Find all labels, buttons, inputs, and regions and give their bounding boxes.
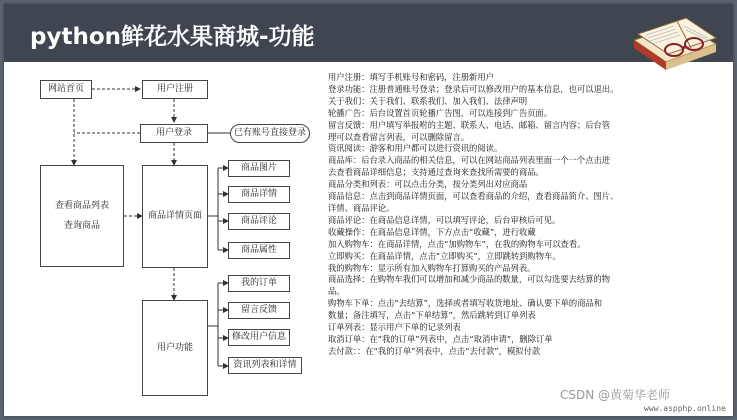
description-line: 登录功能：注册普通账号登录；登录后可以修改用户的基本信息，也可以退出。 — [328, 83, 619, 94]
node-detail-page: 商品详情页面 — [142, 165, 208, 268]
slide — [4, 4, 733, 416]
description-line: 我的购物车：显示所有加入购物车打算购买的产品列表。 — [328, 262, 536, 273]
description-line: 购物车下单：点击“去结算”，选择或者填写收货地址、确认要下单的商品和 — [328, 298, 603, 309]
node-register: 用户注册 — [142, 80, 208, 99]
description-line: 去查看商品详细信息；支持通过查询来查找所需要的商品。 — [328, 167, 544, 178]
description-line: 轮播广告：后台设置首页轮播广告图，可以连接到广告页面。 — [328, 107, 553, 118]
description-line: 商品库：后台录入商品的相关信息，可以在网站商品列表里面一个一个点击进 — [328, 155, 611, 166]
description-line: 订单列表：显示用户下单的记录列表 — [328, 322, 461, 333]
node-has-account: 已有账号直接登录 — [230, 124, 310, 143]
node-login: 用户登录 — [140, 124, 208, 143]
node-messages: 留言反馈 — [228, 302, 290, 319]
node-news: 资讯列表和详情 — [228, 357, 302, 374]
node-img: 商品图片 — [228, 160, 290, 177]
description-line: 取消订单：在“我的订单”列表中，点击“取消申请”，删除订单 — [328, 333, 553, 344]
csdn-watermark: CSDN @黄菊华老师 — [560, 388, 671, 402]
description-line: 加入购物车：在商品详情，点击“加购物车”，在我的购物车可以查看。 — [328, 238, 586, 249]
node-browse-line2: 查询商品 — [63, 221, 100, 231]
description-line: 商品分类和列表：可以点击分类，按分类列出对应商品 — [328, 179, 528, 190]
node-browse — [40, 165, 124, 267]
description-line: 理可以查看留言列表，可以删除留言。 — [328, 131, 470, 142]
node-attr: 商品属性 — [228, 242, 290, 259]
description-line: 数量；备注填写，点击“下单结算”，然后跳转到订单列表 — [328, 310, 536, 321]
node-home: 网站首页 — [40, 80, 92, 99]
description-line: 立即购买：在商品详情，点击“立即购买”，立即跳转到购物车。 — [328, 250, 561, 261]
description-line: 商品信息：点击到商品详情页面，可以查看商品的介绍，查看商品简介、图片、 — [328, 191, 619, 202]
node-user-func: 用户功能 — [142, 300, 208, 396]
description-line: 收藏操作：在商品信息详情，下方点击“收藏”，进行收藏 — [328, 226, 536, 237]
node-orders: 我的订单 — [228, 275, 290, 292]
node-detail: 商品详情 — [228, 186, 290, 203]
site-watermark: www.aspphp.online — [644, 404, 726, 413]
description-line: 品。 — [328, 286, 345, 297]
description-line: 留言反馈：用户填写举报咐的主题、联系人、电话、邮箱、留言内容；后台管 — [328, 119, 611, 130]
description-line: 关于我们：关于我们、联系我们、加入我们、法律声明 — [328, 95, 528, 106]
node-edit-info: 修改用户信息 — [228, 329, 290, 346]
feature-description — [328, 72, 723, 358]
description-line: 资讯阅读：游客和用户都可以进行资讯的阅读。 — [328, 143, 503, 154]
description-line: 商品选择：在购物车我们可以增加和减少商品的数量，可以勾选要去结算的物 — [328, 274, 611, 285]
description-line: 商品评论：在商品信息详情，可以填写评论，后台审核后可见。 — [328, 214, 561, 225]
node-review: 商品评论 — [228, 213, 290, 230]
description-line: 去付款：：在“我的订单”列表中，点击“去付款”，模拟付款 — [328, 345, 541, 356]
node-browse-line1: 查看商品列表 — [54, 200, 109, 211]
flow-diagram — [22, 70, 322, 410]
page-title: python鲜花水果商城-功能 — [30, 24, 315, 50]
description-line: 用户注册：填写手机账号和密码，注册新用户 — [328, 72, 494, 82]
description-line: 详情、商品评论。 — [328, 202, 395, 213]
